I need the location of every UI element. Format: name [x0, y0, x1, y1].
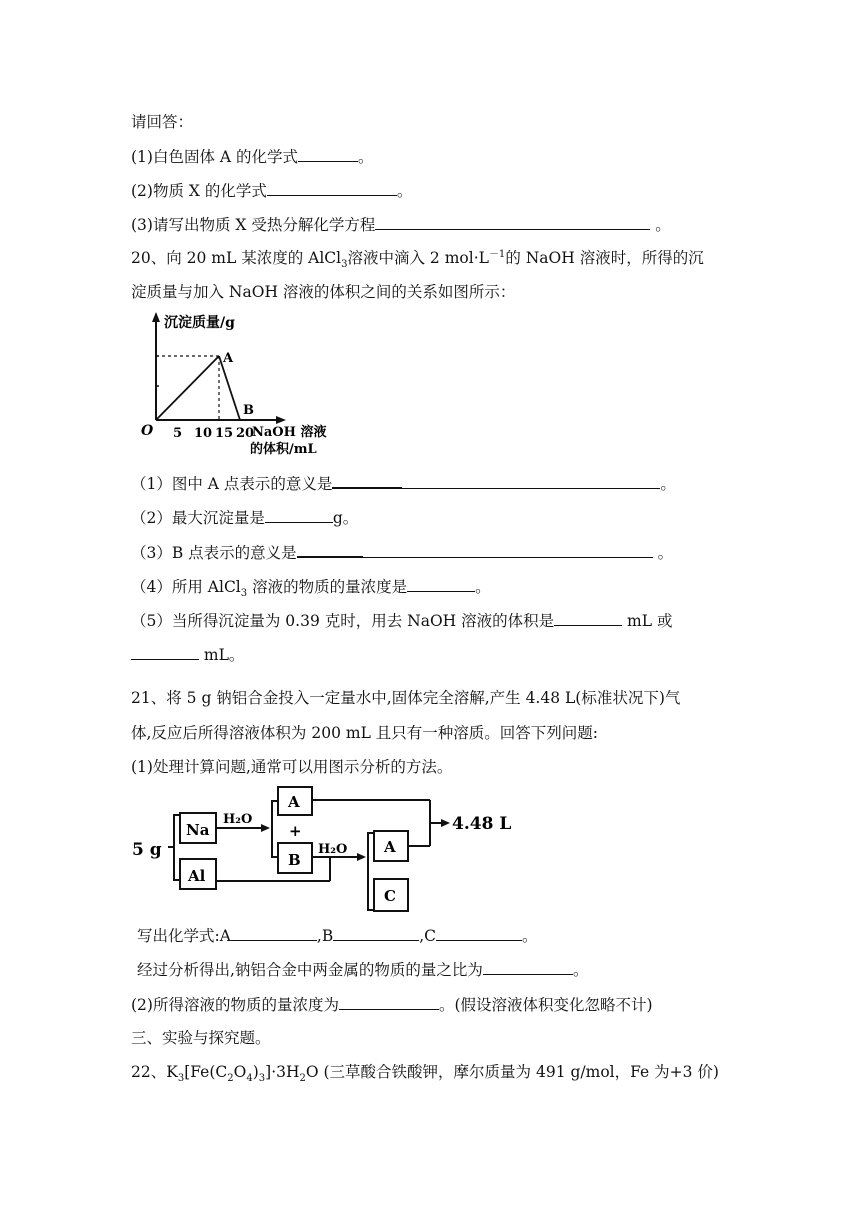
- origin-label: O: [141, 423, 154, 439]
- q19-sub1-text: (1)白色固体 A 的化学式: [131, 148, 299, 166]
- gas-arrowhead: [441, 819, 450, 827]
- q20-sub3: （3）B 点表示的意义是 。: [131, 541, 673, 563]
- box-b-label: B: [288, 851, 301, 869]
- reaction-flow-diagram: [130, 785, 530, 915]
- answer-blank[interactable]: [554, 610, 622, 626]
- answer-blank[interactable]: [267, 180, 397, 196]
- q21-line1: 21、将 5 g 钠铝合金投入一定量水中,固体完全溶解,产生 4.48 L(标准状况下)气: [131, 689, 681, 707]
- point-b-label: B: [243, 403, 254, 418]
- precipitate-graph: [140, 310, 370, 460]
- q21-formulas: 写出化学式:A ,B ,C 。: [137, 927, 538, 945]
- answer-blank[interactable]: [483, 959, 573, 975]
- al-label: Al: [188, 867, 206, 885]
- q21-line2: 体,反应后所得溶液体积为 200 mL 且只有一种溶质。回答下列问题:: [131, 724, 599, 742]
- x-tick-label: 20: [236, 426, 255, 441]
- q19-prompt: 请回答：: [131, 113, 194, 131]
- box-c-label: C: [384, 887, 396, 905]
- plus-sign: +: [289, 822, 302, 840]
- water-label-2: H₂O: [318, 842, 348, 857]
- x-tick-label: 5: [173, 426, 183, 441]
- section-3-heading: 三、实验与探究题。: [131, 1029, 271, 1047]
- q21-ratio: 经过分析得出,钠铝合金中两金属的物质的量之比为 。: [137, 961, 589, 979]
- y-axis-label: 沉淀质量/g: [164, 315, 235, 331]
- answer-blank[interactable]: [402, 473, 660, 489]
- q19-sub1: (1)白色固体 A 的化学式 。: [131, 148, 374, 166]
- total-mass-label: 5 g: [132, 840, 162, 860]
- y-axis-arrow: [152, 312, 160, 322]
- na-label: Na: [186, 821, 210, 839]
- q20-sub5-cont: mL。: [131, 644, 244, 665]
- x-axis-label-line1: NaOH 溶液: [252, 425, 327, 440]
- answer-blank[interactable]: [297, 541, 363, 558]
- rising-segment: [156, 356, 219, 420]
- q21-sub2: (2)所得溶液的物质的量浓度为 。(假设溶液体积变化忽略不计): [131, 996, 653, 1014]
- answer-blank[interactable]: [131, 644, 199, 660]
- answer-blank-a[interactable]: [231, 925, 317, 941]
- answer-blank[interactable]: [363, 542, 653, 558]
- q22-line1: 22、$K_3[Fe(C_2O_4)_3]\cdot 3H_2O$ (三草酸合铁酸钾，摩尔质量为 491 g/mol，Fe 为+3 价): [131, 1063, 719, 1085]
- q20-sub1: （1）图中 A 点表示的意义是 。: [131, 472, 676, 494]
- answer-blank-c[interactable]: [436, 925, 522, 941]
- q19-sub3-text: (3)请写出物质 X 受热分解化学方程: [131, 216, 376, 234]
- q19-sub3: (3)请写出物质 X 受热分解化学方程 。: [131, 216, 671, 234]
- answer-blank[interactable]: [332, 472, 402, 489]
- answer-blank-b[interactable]: [333, 925, 419, 941]
- x-axis-label-line2: 的体积/mL: [250, 442, 317, 457]
- q19-sub2-text: (2)物质 X 的化学式: [131, 182, 267, 200]
- q20-sub2: （2）最大沉淀量是 g。: [131, 509, 359, 527]
- x-axis-arrow: [276, 416, 286, 424]
- q20-line1: 20、向 20 mL 某浓度的 AlCl$_3$溶液中滴入 2 $mol\cdot L^{-1}$的 NaOH 溶液时，所得的沉: [131, 248, 704, 271]
- point-a-label: A: [223, 351, 234, 366]
- box-a-right-label: A: [384, 838, 396, 856]
- x-tick-label: 15: [215, 426, 234, 441]
- answer-blank[interactable]: [298, 146, 358, 162]
- b-water-arrowhead: [357, 853, 366, 861]
- q20-line2: 淀质量与加入 NaOH 溶液的体积之间的关系如图所示：: [131, 283, 516, 301]
- q20-sub4: （4）所用 AlCl$_3$ 溶液的物质的量浓度是 。: [131, 578, 491, 600]
- answer-blank[interactable]: [375, 214, 650, 230]
- q21-sub1: (1)处理计算问题,通常可以用图示分析的方法。: [131, 758, 453, 776]
- answer-blank[interactable]: [339, 994, 439, 1010]
- water-label-1: H₂O: [223, 812, 253, 827]
- q20-sub5: （5）当所得沉淀量为 0.39 克时，用去 NaOH 溶液的体积是 mL 或: [131, 612, 673, 630]
- gas-volume-label: 4.48 L: [452, 814, 512, 834]
- answer-blank[interactable]: [265, 507, 333, 523]
- q19-sub2: (2)物质 X 的化学式 。: [131, 182, 413, 200]
- box-a-top-label: A: [288, 793, 300, 811]
- x-tick-label: 10: [194, 426, 213, 441]
- answer-blank[interactable]: [407, 576, 475, 592]
- na-water-arrowhead: [261, 824, 270, 832]
